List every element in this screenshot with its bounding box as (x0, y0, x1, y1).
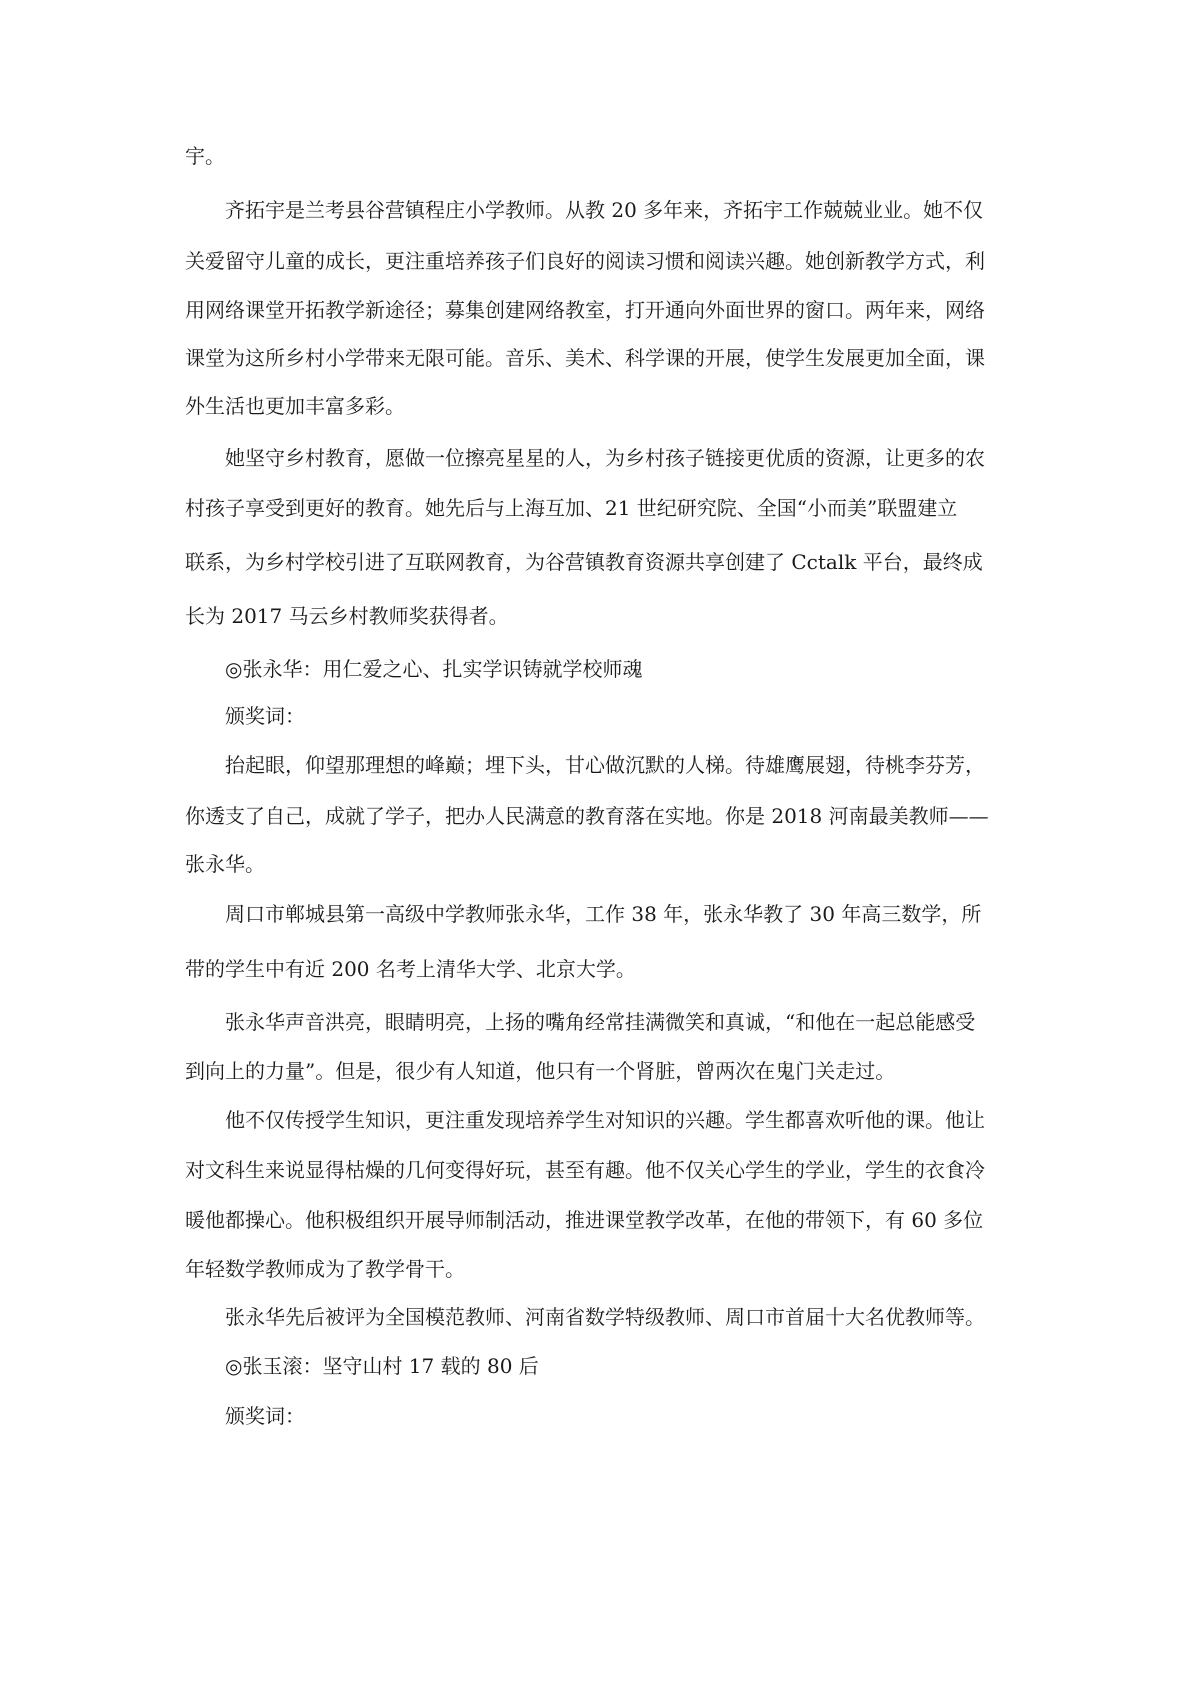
text-line: 联系，为乡村学校引进了互联网教育，为谷营镇教育资源共享创建了 Cctalk 平台，最终成 (185, 550, 983, 574)
award-label: 颁奖词： (225, 1404, 305, 1428)
text-line: 外生活也更加丰富多彩。 (185, 394, 405, 418)
text-line: 张永华先后被评为全国模范教师、河南省数学特级教师、周口市首届十大名优教师等。 (225, 1305, 985, 1329)
text-line: 宇。 (185, 144, 225, 168)
text-line: 张永华。 (185, 852, 265, 876)
text-line: 你透支了自己，成就了学子，把办人民满意的教育落在实地。你是 2018 河南最美教师—— (185, 804, 989, 828)
text-line: 村孩子享受到更好的教育。她先后与上海互加、21 世纪研究院、全国“小而美”联盟建立 (185, 496, 958, 520)
text-line: 暖他都操心。他积极组织开展导师制活动，推进课堂教学改革，在他的带领下，有 60 多位 (185, 1208, 984, 1232)
text-line: 他不仅传授学生知识，更注重发现培养学生对知识的兴趣。学生都喜欢听他的课。他让 (225, 1108, 985, 1132)
text-line: 长为 2017 马云乡村教师奖获得者。 (185, 604, 509, 628)
award-label: 颁奖词： (225, 704, 305, 728)
text-line: 齐拓宇是兰考县谷营镇程庄小学教师。从教 20 多年来，齐拓宇工作兢兢业业。她不仅 (225, 198, 984, 222)
text-line: 对文科生来说显得枯燥的几何变得好玩，甚至有趣。他不仅关心学生的学业，学生的衣食冷 (185, 1158, 985, 1182)
text-line: 用网络课堂开拓教学新途径；募集创建网络教室，打开通向外面世界的窗口。两年来，网络 (185, 298, 985, 322)
text-line: 带的学生中有近 200 名考上清华大学、北京大学。 (185, 957, 636, 981)
text-line: 关爱留守儿童的成长，更注重培养孩子们良好的阅读习惯和阅读兴趣。她创新教学方式，利 (185, 249, 985, 273)
text-line: 到向上的力量”。但是，很少有人知道，他只有一个肾脏，曾两次在鬼门关走过。 (185, 1059, 896, 1083)
text-line: 她坚守乡村教育，愿做一位擦亮星星的人，为乡村孩子链接更优质的资源，让更多的农 (225, 446, 985, 470)
text-line: 课堂为这所乡村小学带来无限可能。音乐、美术、科学课的开展，使学生发展更加全面，课 (185, 346, 985, 370)
text-line: 年轻数学教师成为了教学骨干。 (185, 1257, 465, 1281)
text-line: 张永华声音洪亮，眼睛明亮，上扬的嘴角经常挂满微笑和真诚，“和他在一起总能感受 (225, 1010, 976, 1034)
section-heading: ◎张永华：用仁爱之心、扎实学识铸就学校师魂 (225, 657, 643, 681)
text-line: 周口市郸城县第一高级中学教师张永华，工作 38 年，张永华教了 30 年高三数学，所 (225, 902, 982, 926)
section-heading: ◎张玉滚：坚守山村 17 载的 80 后 (225, 1354, 539, 1378)
text-line: 抬起眼，仰望那理想的峰巅；埋下头，甘心做沉默的人梯。待雄鹰展翅，待桃李芬芳， (225, 753, 985, 777)
